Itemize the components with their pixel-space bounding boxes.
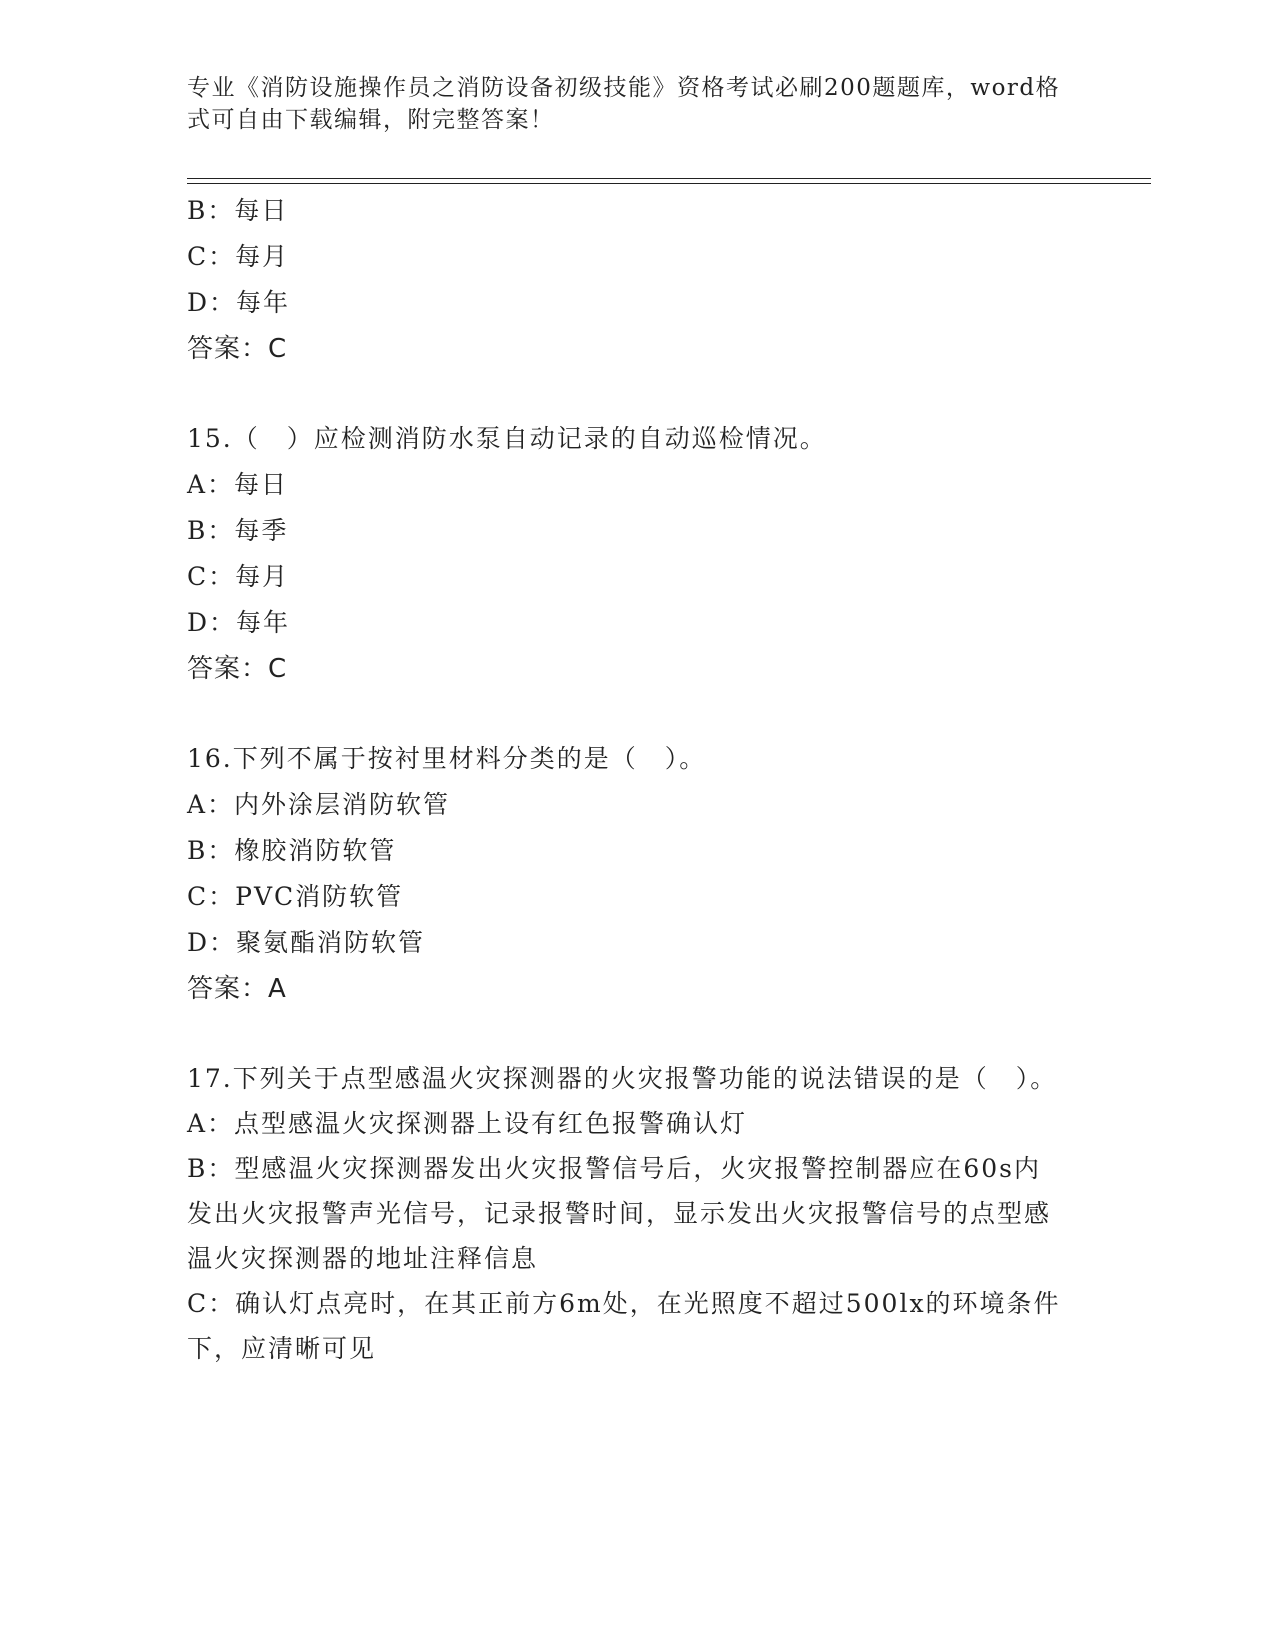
answer: 答案：A (187, 974, 287, 1004)
document-body (187, 188, 1067, 1415)
option-c: C：每月 (187, 242, 290, 271)
option-d: D：聚氨酯消防软管 (187, 928, 426, 957)
option-b: B：型感温火灾探测器发出火灾报警信号后，火灾报警控制器应在60s内发出火灾报警声光信号，记录报警时间，显示发出火灾报警信号的点型感温火灾探测器的地址注释信息 (187, 1154, 1052, 1273)
question-block-17 (187, 1056, 1067, 1371)
question-text: 17.下列关于点型感温火灾探测器的火灾报警功能的说法错误的是（ ）。 (187, 1064, 1058, 1093)
question-block-16 (187, 736, 1067, 1012)
option-a: A：内外涂层消防软管 (187, 790, 451, 819)
header-rule-bottom (187, 183, 1151, 184)
document-header: 专业《消防设施操作员之消防设备初级技能》资格考试必刷200题题库，word格式可自由下载编辑，附完整答案！ (187, 75, 1061, 133)
header-rule-top (187, 178, 1151, 179)
option-a: A：每日 (187, 470, 289, 499)
option-c: C：每月 (187, 562, 290, 591)
option-d: D：每年 (187, 288, 291, 317)
answer: 答案：C (187, 334, 288, 364)
option-b: B：每日 (187, 196, 289, 225)
question-block-14 (187, 188, 1067, 372)
option-c: C：PVC消防软管 (187, 882, 404, 911)
question-text: 15.（ ）应检测消防水泵自动记录的自动巡检情况。 (187, 424, 827, 453)
option-a: A：点型感温火灾探测器上设有红色报警确认灯 (187, 1109, 748, 1138)
question-text: 16.下列不属于按衬里材料分类的是（ ）。 (187, 744, 707, 773)
answer: 答案：C (187, 654, 288, 684)
option-c: C：确认灯点亮时，在其正前方6m处，在光照度不超过500lx的环境条件下，应清晰可见 (187, 1289, 1061, 1363)
option-b: B：每季 (187, 516, 289, 545)
option-d: D：每年 (187, 608, 291, 637)
question-block-15 (187, 416, 1067, 692)
option-b: B：橡胶消防软管 (187, 836, 397, 865)
